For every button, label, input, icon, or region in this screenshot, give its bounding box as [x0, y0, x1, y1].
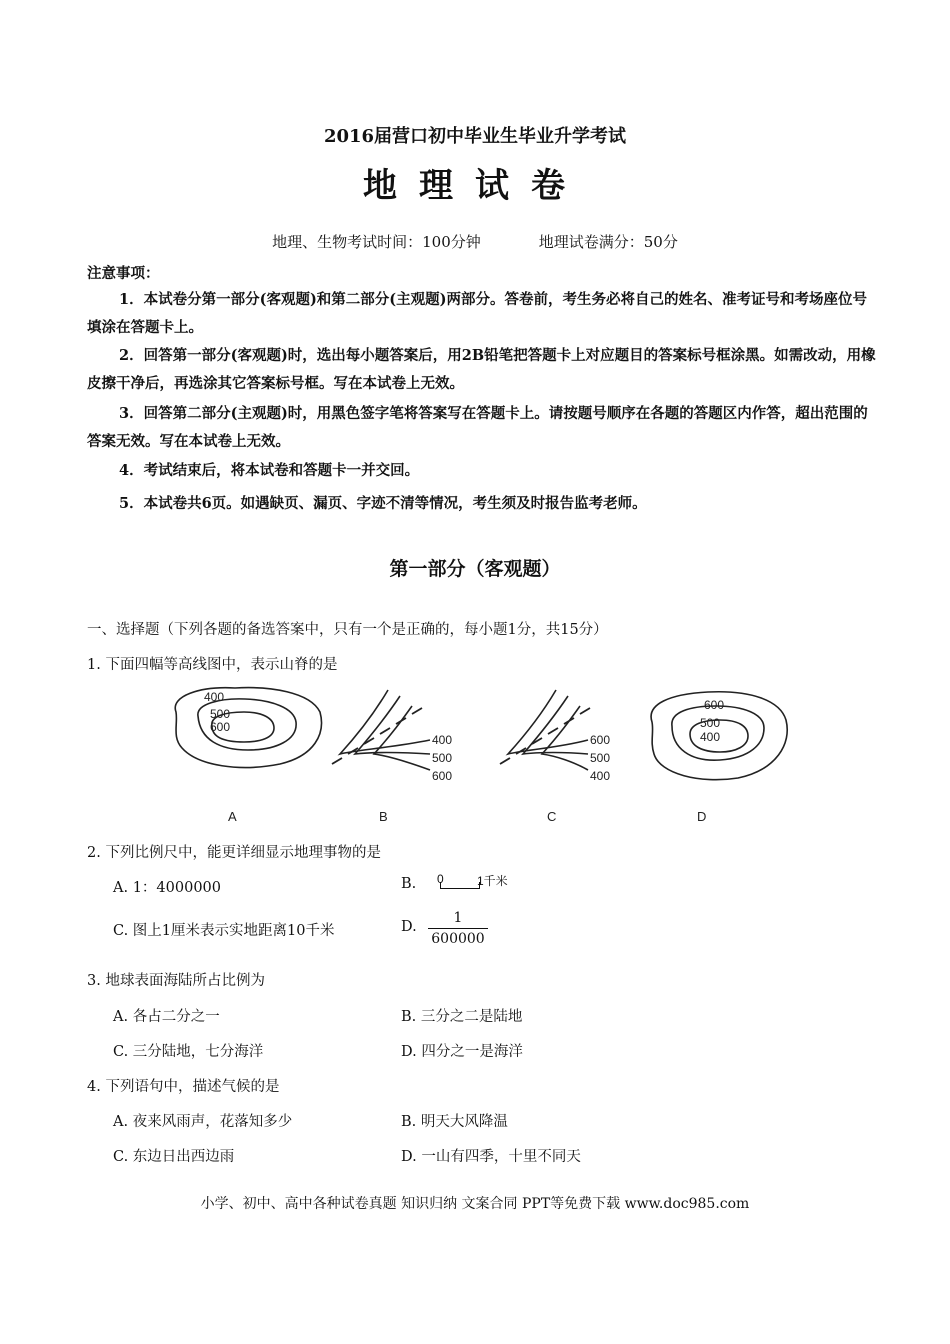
part1-title: 第一部分（客观题） [389, 558, 561, 580]
q3-option-b: B. 三分之二是陆地 [401, 1009, 523, 1025]
contour-figure [160, 682, 800, 827]
exam-title: 2016届营口初中毕业生毕业升学考试 [323, 126, 627, 147]
note-item: 4．考试结束后，将本试卷和答题卡一并交回。 [119, 462, 420, 479]
map-label-c: C [547, 809, 557, 824]
notes-heading: 注意事项： [87, 265, 160, 282]
contour-label-a-600: 600 [210, 720, 231, 734]
contour-map-c [500, 690, 610, 824]
score-info: 地理试卷满分：50分 [538, 233, 678, 251]
contour-label-d-500: 500 [700, 716, 721, 730]
note-item: 5．本试卷共6页。如遇缺页、漏页、字迹不清等情况，考生须及时报告监考老师。 [119, 495, 647, 512]
fraction-denominator: 600000 [431, 931, 485, 947]
contour-label-b-400: 400 [432, 733, 453, 747]
part1-instruction: 一、选择题（下列各题的备选答案中，只有一个是正确的，每小题1分，共15分） [87, 622, 608, 638]
contour-label-a-400: 400 [204, 690, 225, 704]
q4-option-a: A. 夜来风雨声，花落知多少 [113, 1114, 293, 1130]
q2-stem: 2. 下列比例尺中，能更详细显示地理事物的是 [87, 845, 381, 861]
scale-end-label: 1千米 [477, 874, 508, 888]
note-item: 1．本试卷分第一部分(客观题)和第二部分(主观题)两部分。答卷前，考生务必将自己的姓名、准考证号和考场座位号填涂在答题卡上。 [87, 291, 868, 336]
q2-option-a: A. 1：4000000 [113, 880, 221, 896]
contour-label-c-600: 600 [590, 733, 611, 747]
contour-label-a-500: 500 [210, 707, 231, 721]
q2-option-c: C. 图上1厘米表示实地距离10千米 [113, 923, 335, 939]
contour-label-b-600: 600 [432, 769, 453, 783]
fraction-scale [426, 909, 490, 948]
q3-stem: 3. 地球表面海陆所占比例为 [87, 973, 265, 989]
q3-option-a: A. 各占二分之一 [113, 1009, 220, 1025]
contour-label-d-600: 600 [704, 698, 725, 712]
q3-option-c: C. 三分陆地，七分海洋 [113, 1044, 264, 1060]
time-info: 地理、生物考试时间：100分钟 [272, 233, 481, 251]
q2-option-b-prefix: B. [401, 876, 417, 892]
subject-title: 地理试卷 [363, 166, 587, 206]
q4-option-d: D. 一山有四季，十里不同天 [401, 1149, 581, 1165]
scale-bar-line [440, 882, 480, 889]
q4-option-b: B. 明天大风降温 [401, 1114, 508, 1130]
exam-meta [0, 231, 950, 252]
contour-label-c-400: 400 [590, 769, 611, 783]
contour-label-c-500: 500 [590, 751, 611, 765]
fraction-numerator: 1 [453, 910, 463, 926]
map-label-b: B [379, 809, 388, 824]
contour-label-d-400: 400 [700, 730, 721, 744]
scale-zero-label: 0 [437, 872, 444, 886]
q4-stem: 4. 下列语句中，描述气候的是 [87, 1079, 280, 1095]
q4-option-c: C. 东边日出西边雨 [113, 1149, 235, 1165]
fraction-line [428, 928, 488, 929]
note-item: 2．回答第一部分(客观题)时，选出每小题答案后，用2B铅笔把答题卡上对应题目的答案标号框涂黑。如需改动，用橡皮擦干净后，再选涂其它答案标号框。写在本试卷上无效。 [87, 347, 876, 392]
contour-map-b [332, 690, 452, 824]
q3-option-d: D. 四分之一是海洋 [401, 1044, 523, 1060]
contour-map-a [175, 688, 321, 824]
contour-label-b-500: 500 [432, 751, 453, 765]
contour-map-d [651, 692, 787, 824]
map-label-a: A [228, 809, 237, 824]
note-item: 3．回答第二部分(主观题)时，用黑色签字笔将答案写在答题卡上。请按题号顺序在各题的答题区内作答，超出范围的答案无效。写在本试卷上无效。 [87, 405, 868, 450]
footer-text: 小学、初中、高中各种试卷真题 知识归纳 文案合同 PPT等免费下载 www.doc985.com [200, 1196, 750, 1212]
scale-bar [437, 872, 527, 894]
q2-option-d-prefix: D. [401, 919, 417, 935]
q1-stem: 1. 下面四幅等高线图中，表示山脊的是 [87, 657, 338, 673]
map-label-d: D [697, 809, 707, 824]
